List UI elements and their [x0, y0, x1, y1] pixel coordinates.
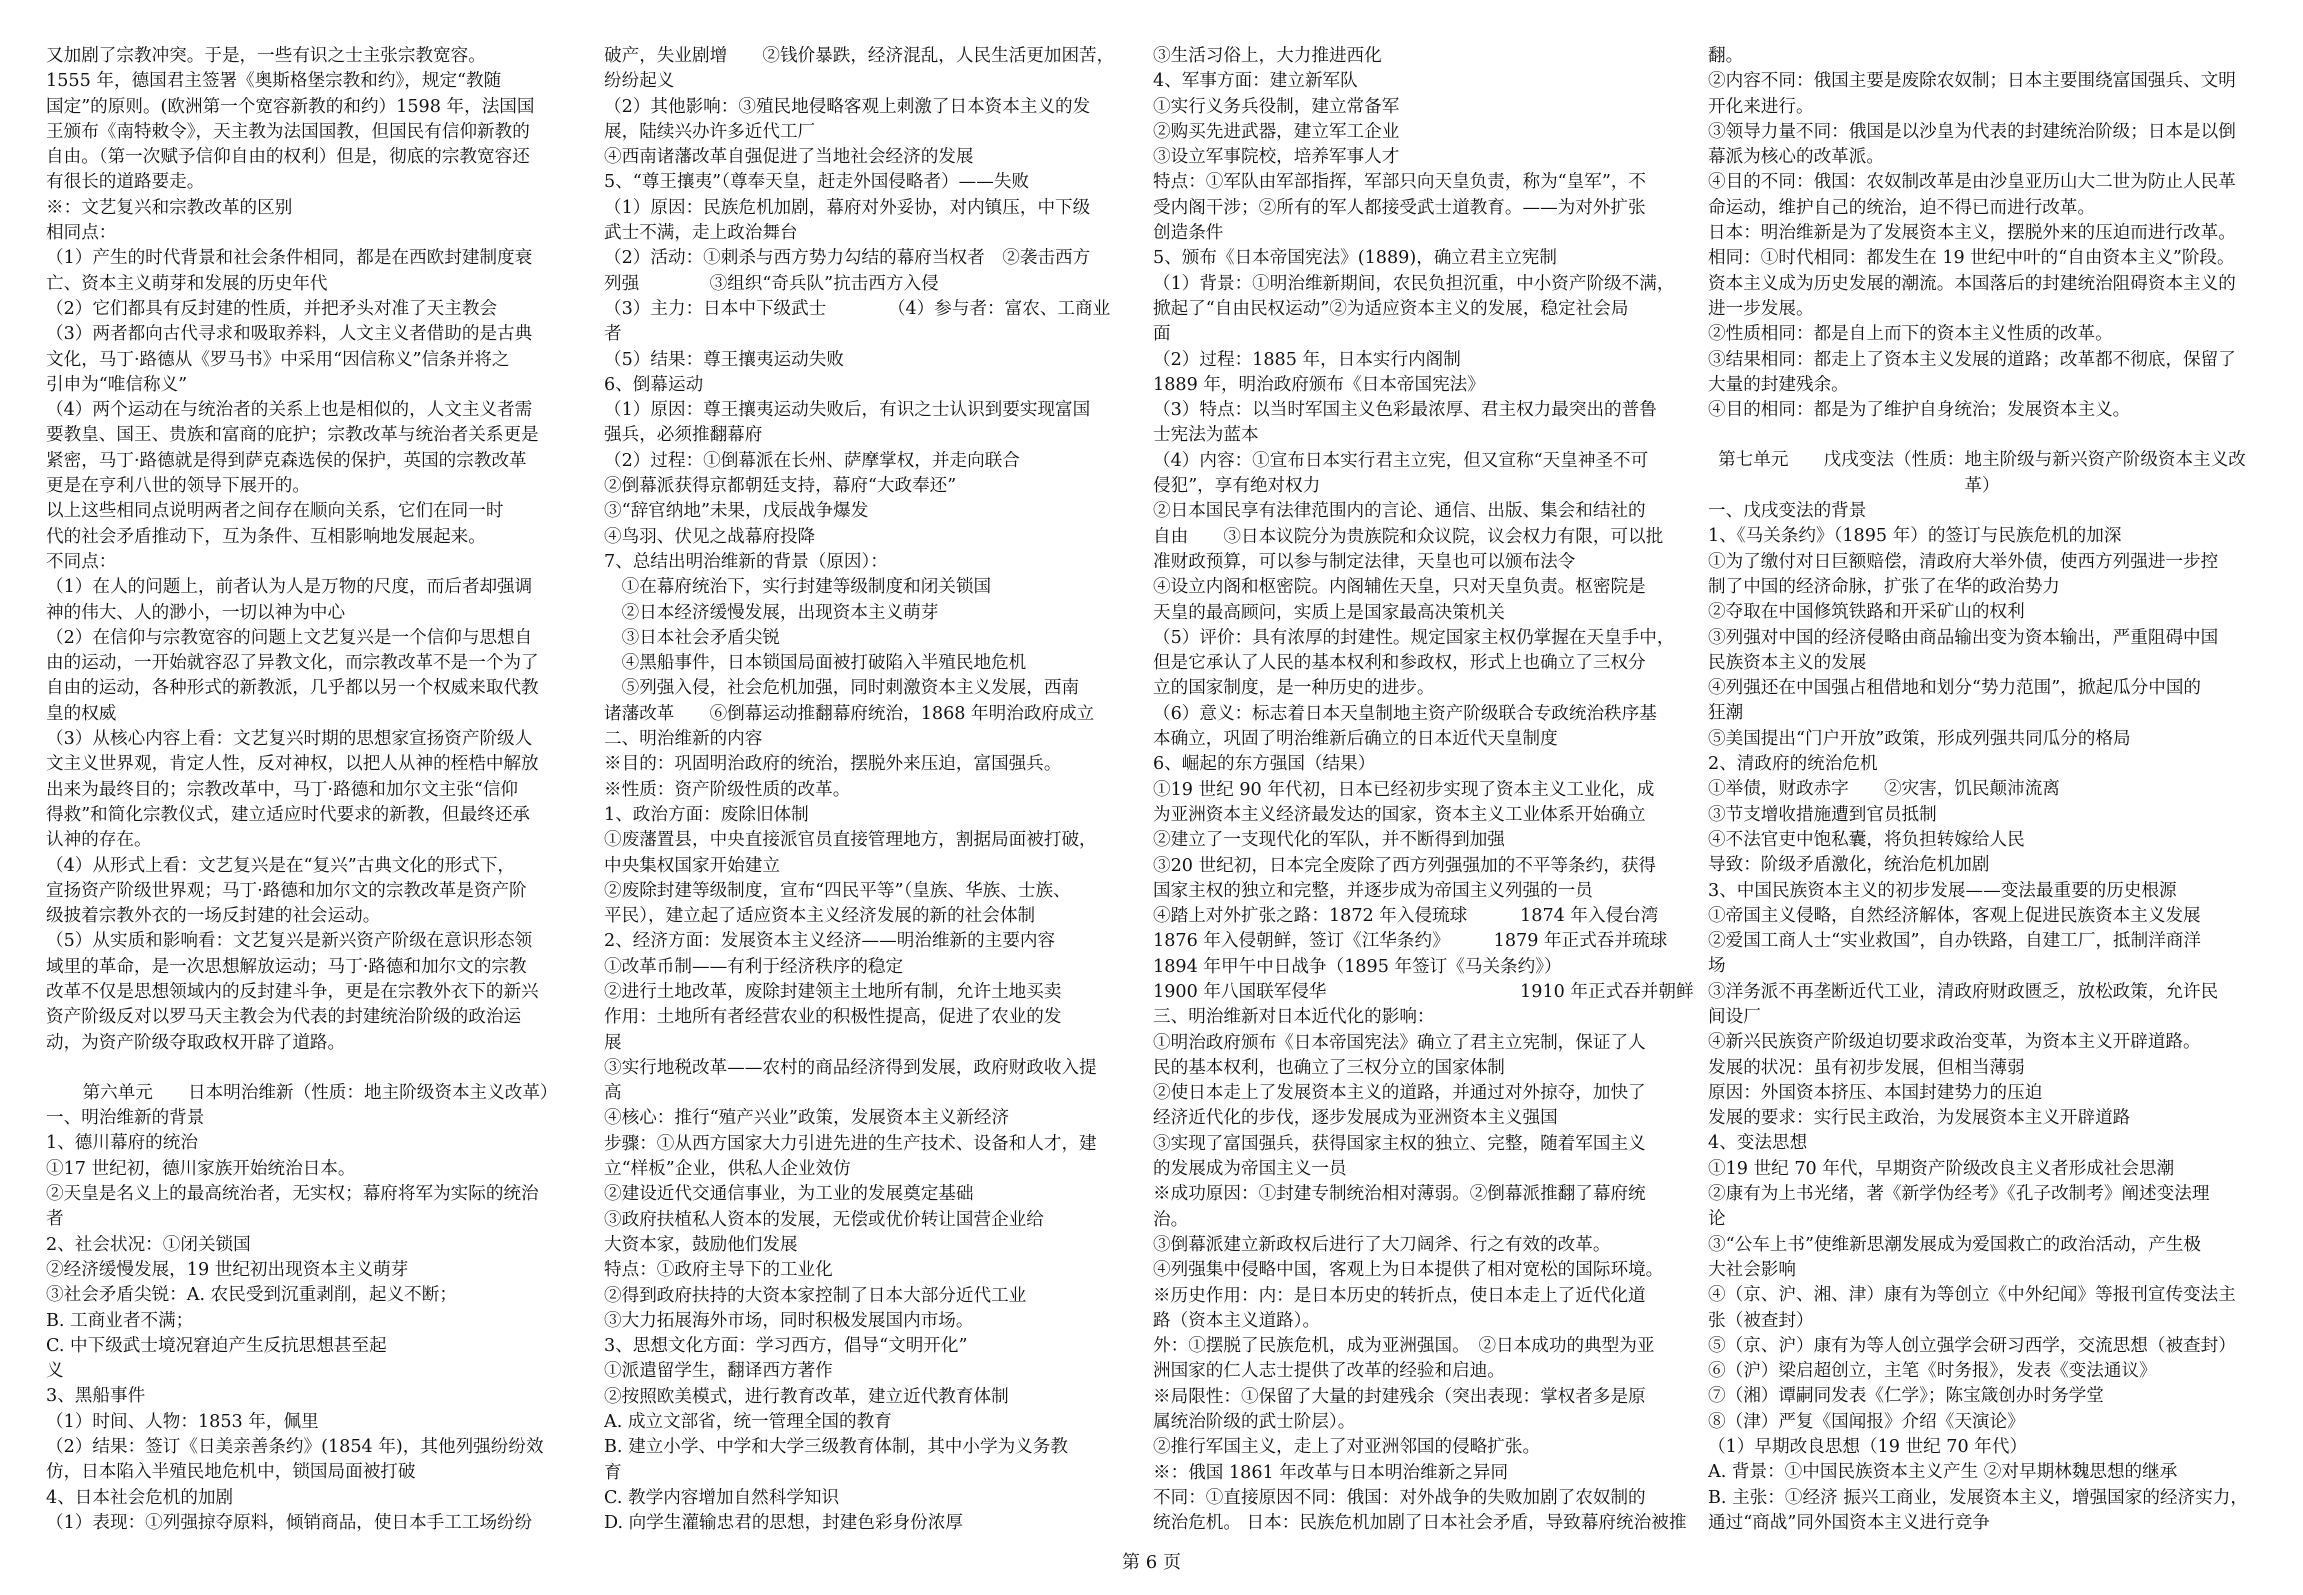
text-line: 由的运动，一开始就容忍了异教文化，而宗教改革不是一个为了 [46, 653, 539, 674]
text-line: 准财政预算，可以参与制定法律，天皇也可以颁布法令 [1153, 551, 1576, 572]
text-line: ※成功原因：①封建专制统治相对薄弱。②倒幕派推翻了幕府统 [1153, 1184, 1646, 1205]
column-2 [604, 44, 1152, 1537]
text-line: 有很长的道路要走。 [46, 172, 205, 193]
text-line: 列强 ③组织“奇兵队”抗击西方入侵 [604, 273, 939, 294]
text-line: （4）内容：①宣布日本实行君主立宪，但又宣称“天皇神圣不可 [1153, 450, 1649, 471]
text-line: ④踏上对外扩张之路：1872 年入侵琉球 1874 年入侵台湾 [1153, 906, 1659, 927]
text-line: 大社会影响 [1708, 1259, 1796, 1280]
text-line: ③领导力量不同：俄国是以沙皇为代表的封建统治阶级；日本是以倒 [1708, 121, 2236, 142]
text-line: 改革不仅是思想领域内的反封建斗争，更是在宗教外衣下的新兴 [46, 981, 539, 1002]
text-line: 引申为“唯信称义” [46, 374, 188, 395]
text-line: （3）特点：以当时军国主义色彩最浓厚、君主权力最突出的普鲁 [1153, 400, 1657, 421]
text-line: 步骤：①从西方国家大力引进先进的生产技术、设备和人才，建 [604, 1133, 1097, 1154]
text-line: ①19 世纪 70 年代，早期资产阶级改良主义者形成社会思潮 [1708, 1158, 2175, 1179]
text-line: 不同点： [46, 551, 117, 572]
text-line: 立的国家制度，是一种历史的进步。 [1153, 678, 1435, 699]
text-line: ①改革币制——有利于经济秩序的稳定 [604, 956, 904, 977]
text-line: ②倒幕派获得京都朝廷支持，幕府“大政奉还” [604, 476, 957, 497]
text-line: （3）从核心内容上看：文艺复兴时期的思想家宣扬资产阶级人 [46, 729, 533, 750]
text-line: 民的基本权利，也确立了三权分立的国家体制 [1153, 1057, 1505, 1078]
text-line: ④列强集中侵略中国，客观上为日本提供了相对宽松的国际环境。 [1153, 1260, 1664, 1281]
text-line: A. 背景：①中国民族资本主义产生 ②对早期林魏思想的继承 [1708, 1462, 2178, 1483]
text-line: ③20 世纪初，日本完全废除了西方列强强加的不平等条约，获得 [1153, 855, 1657, 876]
text-line: B. 建立小学、中学和大学三级教育体制，其中小学为义务教 [604, 1437, 1068, 1458]
text-line: 本确立，巩固了明治维新后确立的日本近代天皇制度 [1153, 729, 1558, 750]
text-line: （1）原因：民族危机加剧，幕府对外妥协，对内镇压，中下级 [604, 197, 1091, 218]
text-line: （2）过程：①倒幕派在长州、萨摩掌权，并走向联合 [604, 450, 1020, 471]
text-line: 5、颁布《日本帝国宪法》(1889)，确立君主立宪制 [1153, 248, 1557, 269]
text-line: （1）原因：尊王攘夷运动失败后，有识之士认识到要实现富国 [604, 400, 1091, 421]
text-line: 3、思想文化方面：学习西方，倡导“文明开化” [604, 1336, 968, 1357]
text-line: （4）从形式上看：文艺复兴是在“复兴”古典文化的形式下， [46, 855, 516, 876]
text-line: ③结果相同：都走上了资本主义发展的道路；改革都不彻底，保留了 [1708, 349, 2236, 370]
text-line: 1894 年甲午中日战争（1895 年签订《马关条约》） [1153, 956, 1562, 977]
text-line: 间设厂 [1708, 1006, 1761, 1027]
text-line: 级披着宗教外衣的一场反封建的社会运动。 [46, 906, 381, 927]
text-line: 纷纷起义 [604, 71, 675, 92]
text-line: ④目的相同：都是为了维护自身统治；发展资本主义。 [1708, 400, 2131, 421]
text-line: 诸藩改革 ⑥倒幕运动推翻幕府统治，1868 年明治政府成立 [604, 703, 1095, 724]
blank-line [1708, 423, 2256, 448]
text-line: B. 工商业者不满； [46, 1310, 194, 1331]
text-line: ③实行地税改革——农村的商品经济得到发展，政府财政收入提 [604, 1057, 1097, 1078]
text-line: 侵犯”，享有绝对权力 [1153, 476, 1321, 497]
text-line: 高 [604, 1083, 622, 1104]
text-line: ①举债，财政赤字 ②灾害，饥民颠沛流离 [1708, 779, 2060, 800]
text-line: ②康有为上书光绪，著《新学伪经考》《孔子改制考》阐述变法理 [1708, 1184, 2210, 1205]
text-line: 得救”和简化宗教仪式，建立适应时代要求的新教，但最终还承 [46, 804, 531, 825]
text-line: 者 [46, 1209, 64, 1230]
text-line: 受内阁干涉；②所有的军人都接受武士道教育。——为对外扩张 [1153, 197, 1646, 218]
text-line: ②使日本走上了发展资本主义的道路，并通过对外掠夺，加快了 [1153, 1083, 1646, 1104]
text-line: 路（资本主义道路）。 [1153, 1310, 1321, 1331]
text-line: 4、变法思想 [1708, 1133, 1808, 1154]
text-line: ②得到政府扶持的大资本家控制了日本大部分近代工业 [604, 1285, 1027, 1306]
text-line: 掀起了“自由民权运动”②为适应资本主义的发展，稳定社会局 [1153, 298, 1629, 319]
text-line: ②日本经济缓慢发展，出现资本主义萌芽 [604, 602, 939, 623]
text-line: （5）结果：尊王攘夷运动失败 [604, 349, 844, 370]
text-line: 亡、资本主义萌芽和发展的历史年代 [46, 273, 328, 294]
text-line: ⑧（津）严复《国闻报》介绍《天演论》 [1708, 1411, 2025, 1432]
text-line: ②日本国民享有法律范围内的言论、通信、出版、集会和结社的 [1153, 501, 1646, 522]
text-line: 开化来进行。 [1708, 96, 1814, 117]
text-line: （5）从实质和影响看：文艺复兴是新兴资产阶级在意识形态领 [46, 931, 533, 952]
text-line: 2、经济方面：发展资本主义经济——明治维新的主要内容 [604, 931, 1056, 952]
text-line: ②夺取在中国修筑铁路和开采矿山的权利 [1708, 602, 2025, 623]
text-line: 王颁布《南特敕令》，天主教为法国国教，但国民有信仰新教的 [46, 121, 530, 142]
text-line: 域里的革命，是一次思想解放运动；马丁·路德和加尔文的宗教 [46, 956, 527, 977]
text-line: 为亚洲资本主义经济最发达的国家，资本主义工业体系开始确立 [1153, 804, 1646, 825]
text-line: 宣扬资产阶级世界观；马丁·路德和加尔文的宗教改革是资产阶 [46, 880, 527, 901]
text-line: 通过“商战”同外国资本主义进行竞争 [1708, 1512, 1990, 1533]
text-line: 相同点： [46, 223, 117, 244]
text-line: 张（被查封） [1708, 1310, 1814, 1331]
text-line: ③倒幕派建立新政权后进行了大刀阔斧、行之有效的改革。 [1153, 1234, 1611, 1255]
text-line: 天皇的最高顾问，实质上是国家最高决策机关 [1153, 602, 1505, 623]
text-line: C. 中下级武士境况窘迫产生反抗思想甚至起 [46, 1335, 387, 1356]
column-4 [1708, 44, 2256, 1536]
text-line: 国定”的原则。(欧洲第一个宽容新教的和约）1598 年，法国国 [46, 96, 535, 117]
text-line: 出来为最终目的；宗教改革中，马丁·路德和加尔文主张“信仰 [46, 779, 519, 800]
text-line: ④核心：推行“殖产兴业”政策，发展资本主义新经济 [604, 1108, 1010, 1129]
text-line: （1）产生的时代背景和社会条件相同，都是在西欧封建制度衰 [46, 248, 533, 269]
text-line: （6）意义：标志着日本天皇制地主资产阶级联合专政统治秩序基 [1153, 703, 1657, 724]
blank-line [46, 1056, 594, 1081]
text-line: ②按照欧美模式，进行教育改革，建立近代教育体制 [604, 1386, 1009, 1407]
text-line: 属统治阶级的武士阶层）。 [1153, 1412, 1356, 1433]
text-line: ③日本社会矛盾尖锐 [604, 627, 780, 648]
text-line: 二、明治维新的内容 [604, 729, 763, 750]
text-line: ①19 世纪 90 年代初，日本已经初步实现了资本主义工业化，成 [1153, 779, 1655, 800]
text-line: 2、清政府的统治危机 [1708, 754, 1878, 775]
text-line: （2）在信仰与宗教宽容的问题上文艺复兴是一个信仰与思想自 [46, 627, 533, 648]
text-line: （5）评价：具有浓厚的封建性。规定国家主权仍掌握在天皇手中， [1153, 627, 1675, 648]
text-line: 以上这些相同点说明两者之间存在顺向关系，它们在同一时 [46, 501, 504, 522]
text-line: ①帝国主义侵略，自然经济解体，客观上促进民族资本主义发展 [1708, 905, 2201, 926]
text-line: 要教皇、国王、贵族和富商的庇护；宗教改革与统治者关系更是 [46, 425, 539, 446]
text-line: 一、戊戌变法的背景 [1708, 501, 1867, 522]
text-line: 动，为资产阶级夺取政权开辟了道路。 [46, 1032, 346, 1053]
text-line: 1、德川幕府的统治 [46, 1133, 198, 1154]
text-line: 但是它承认了人民的基本权利和参政权，形式上也确立了三权分 [1153, 653, 1646, 674]
text-line: 原因：外国资本挤压、本国封建势力的压迫 [1708, 1082, 2043, 1103]
text-line: （1）时间、人物：1853 年，佩里 [46, 1411, 319, 1432]
text-line: D. 向学生灌输忠君的思想，封建色彩身份浓厚 [604, 1513, 963, 1534]
text-line: 洲国家的仁人志士提供了改革的经验和启迪。 [1153, 1361, 1505, 1382]
text-line: 义 [46, 1361, 64, 1382]
text-line: 发展的状况：虽有初步发展，但相当薄弱 [1708, 1057, 2025, 1078]
unit-heading: 第六单元 日本明治维新（性质：地主阶级资本主义改革） [82, 1082, 558, 1103]
text-line: ③生活习俗上，大力推进西化 [1153, 46, 1382, 66]
text-line: 狂潮 [1708, 703, 1744, 724]
text-line: 面 [1153, 324, 1171, 345]
text-line: ③“辞官纳地”未果，戊辰战争爆发 [604, 501, 869, 522]
text-line: 制了中国的经济命脉，扩张了在华的政治势力 [1708, 576, 2060, 597]
text-line: 文主义世界观，肯定人性，反对神权，以把人从神的桎梏中解放 [46, 754, 539, 775]
text-line: 7、总结出明治维新的背景（原因）： [604, 551, 888, 572]
text-line: ①在幕府统治下，实行封建等级制度和闭关锁国 [604, 577, 992, 598]
text-line: ①废藩置县，中央直接派官员直接管理地方，割据局面被打破， [604, 830, 1097, 851]
text-line: 日本：明治维新是为了发展资本主义，摆脱外来的压迫而进行改革。 [1708, 223, 2236, 244]
text-line: 破产，失业剧增 ②钱价暴跌，经济混乱，人民生活更加困苦， [604, 46, 1115, 66]
text-line: 皇的权威 [46, 703, 117, 724]
text-line: 平民），建立起了适应资本主义经济发展的新的社会体制 [604, 906, 1036, 927]
text-line: ⑤（京、沪）康有为等人创立强学会研习西学，交流思想（被查封） [1708, 1335, 2236, 1356]
text-line: 自由的运动，各种形式的新教派，几乎都以另一个权威来取代教 [46, 678, 539, 699]
text-line: 统治危机。 日本：民族危机加剧了日本社会矛盾，导致幕府统治被推 [1153, 1513, 1687, 1534]
text-line: 治。 [1153, 1209, 1189, 1230]
text-line: ①17 世纪初，德川家族开始统治日本。 [46, 1158, 356, 1179]
text-line: 大量的封建残余。 [1708, 374, 1849, 395]
text-line: 4、军事方面：建立新军队 [1153, 71, 1358, 92]
text-line: 文化，马丁·路德从《罗马书》中采用“因信称义”信条并将之 [46, 349, 510, 370]
text-line: ※局限性：①保留了大量的封建残余（突出表现：掌权者多是原 [1153, 1386, 1646, 1407]
text-line: ※：俄国 1861 年改革与日本明治维新之异同 [1153, 1462, 1509, 1483]
text-line: A. 成立文部省，统一管理全国的教育 [604, 1412, 892, 1433]
text-line: 自由。（第一次赋予信仰自由的权利）但是，彻底的宗教宽容还 [46, 147, 530, 168]
text-line: ②建设近代交通信事业，为工业的发展奠定基础 [604, 1184, 974, 1205]
text-line: 发展的要求：实行民主政治，为发展资本主义开辟道路 [1708, 1108, 2131, 1129]
text-line: 武士不满，走上政治舞台 [604, 223, 798, 244]
text-line: ②内容不同：俄国主要是废除农奴制；日本主要围绕富国强兵、文明 [1708, 71, 2236, 92]
text-line: 的发展成为帝国主义一员 [1153, 1159, 1347, 1180]
text-line: 代的社会矛盾推动下，互为条件、互相影响地发展起来。 [46, 526, 486, 547]
text-line: （1）表现：①列强掠夺原料，倾销商品，使日本手工工场纷纷 [46, 1512, 533, 1533]
text-line: ⑤美国提出“门户开放”政策，形成列强共同瓜分的格局 [1708, 728, 2131, 749]
text-line: 1、《马关条约》（1895 年）的签订与民族危机的加深 [1708, 526, 2122, 547]
text-line: 4、日本社会危机的加剧 [46, 1487, 234, 1508]
text-line: 特点：①军队由军部指挥，军部只向天皇负责，称为“皇军”，不 [1153, 172, 1647, 193]
text-line: 育 [604, 1462, 622, 1483]
text-line: ③大力拓展海外市场，同时积极发展国内市场。 [604, 1310, 974, 1331]
text-line: 进一步发展。 [1708, 298, 1814, 319]
column-1 [46, 44, 594, 1536]
page-number: 第 6 页 [1122, 1552, 1181, 1573]
text-line: 三、明治维新对日本近代化的影响： [1153, 1007, 1435, 1028]
text-line: ④（京、沪、湘、津）康有为等创立《中外纪闻》等报刊宣传变法主 [1708, 1285, 2236, 1306]
text-line: 命运动，维护自己的统治，迫不得已而进行改革。 [1708, 197, 2096, 218]
text-line: ③实现了富国强兵，获得国家主权的独立、完整，随着军国主义 [1153, 1133, 1646, 1154]
text-line: （1）背景：①明治维新期间，农民负担沉重，中小资产阶级不满， [1153, 273, 1675, 294]
text-line: （2）它们都具有反封建的性质，并把矛头对准了天主教会 [46, 298, 498, 319]
text-line: （1）在人的问题上，前者认为人是万物的尺度，而后者却强调 [46, 577, 533, 598]
text-line: ⑥（沪）梁启超创立，主笔《时务报》，发表《变法通议》 [1708, 1361, 2157, 1382]
text-line: ③节支增收措施遭到官员抵制 [1708, 804, 1937, 825]
text-line: ④不法官吏中饱私囊，将负担转嫁给人民 [1708, 829, 2025, 850]
text-line: 不同：①直接原因不同：俄国：对外战争的失败加剧了农奴制的 [1153, 1487, 1646, 1508]
text-line: （3）两者都向古代寻求和吸取养料，人文主义者借助的是古典 [46, 324, 533, 345]
text-line: 6、崛起的东方强国（结果） [1153, 754, 1376, 775]
text-line: ②建立了一支现代化的军队，并不断得到加强 [1153, 830, 1505, 851]
text-line: ③洋务派不再垄断近代工业，清政府财政匮乏，放松政策，允许民 [1708, 981, 2219, 1002]
text-line: ①明治政府颁布《日本帝国宪法》确立了君主立宪制，保证了人 [1153, 1032, 1646, 1053]
text-line: 民族资本主义的发展 [1708, 652, 1867, 673]
text-line: 1876 年入侵朝鲜，签订《江华条约》 1879 年正式吞并琉球 [1153, 931, 1668, 952]
text-line: B. 主张：①经济 振兴工商业，发展资本主义，增强国家的经济实力， [1708, 1487, 2248, 1508]
text-line: 一、明治维新的背景 [46, 1108, 205, 1129]
text-line: 中央集权国家开始建立 [604, 855, 780, 876]
text-line: ④设立内阁和枢密院。内阁辅佐天皇，只对天皇负责。枢密院是 [1153, 577, 1646, 598]
text-line: （4）两个运动在与统治者的关系上也是相似的，人文主义者需 [46, 400, 533, 421]
text-line: 3、中国民族资本主义的初步发展——变法最重要的历史根源 [1708, 880, 2177, 901]
text-line: （1）早期改良思想（19 世纪 70 年代） [1708, 1437, 2028, 1458]
text-line: （2）过程：1885 年，日本实行内阁制 [1153, 349, 1461, 370]
text-line: ①实行义务兵役制，建立常备军 [1153, 96, 1400, 117]
unit-heading: 第七单元 戊戌变法（性质：地主阶级与新兴资产阶级资本主义改革） [1718, 450, 2246, 496]
text-line: 强兵，必须推翻幕府 [604, 425, 763, 446]
text-line: 5、“尊王攘夷”（尊奉天皇，赶走外国侵略者）——失败 [604, 172, 1030, 193]
text-line: ②经济缓慢发展，19 世纪初出现资本主义萌芽 [46, 1259, 409, 1280]
text-line: 者 [604, 324, 622, 345]
text-line: ④目的不同：俄国：农奴制改革是由沙皇亚历山大二世为防止人民革 [1708, 172, 2236, 193]
text-line: ②推行军国主义，走上了对亚洲邻国的侵略扩张。 [1153, 1437, 1541, 1458]
text-line: ※目的：巩固明治政府的统治，摆脱外来压迫，富国强兵。 [604, 754, 1062, 775]
text-line: 特点：①政府主导下的工业化 [604, 1260, 833, 1281]
text-line: 论 [1708, 1209, 1726, 1230]
text-line: 更是在亨利八世的领导下展开的。 [46, 476, 310, 497]
text-line: 资本主义成为历史发展的潮流。本国落后的封建统治阻碍资本主义的 [1708, 273, 2236, 294]
text-line: 导致：阶级矛盾激化，统治危机加剧 [1708, 855, 1990, 876]
text-line: 3、黑船事件 [46, 1386, 146, 1407]
text-line: ③列强对中国的经济侵略由商品输出变为资本输出，严重阻碍中国 [1708, 627, 2219, 648]
text-line: 立“样板”企业，供私人企业效仿 [604, 1159, 851, 1180]
text-line: ②爱国工商人士“实业救国”，自办铁路，自建工厂，抵制洋商洋 [1708, 931, 2202, 952]
text-line: 认神的存在。 [46, 830, 152, 851]
text-line: ⑤列强入侵，社会危机加强，同时刺激资本主义发展，西南 [604, 678, 1080, 699]
text-line: 1555 年，德国君主签署《奥斯格堡宗教和约》，规定“教随 [46, 71, 502, 92]
text-line: ②天皇是名义上的最高统治者，无实权；幕府将军为实际的统治 [46, 1184, 539, 1205]
text-line: 仿，日本陷入半殖民地危机中，锁国局面被打破 [46, 1462, 416, 1483]
text-line: ※性质：资产阶级性质的改革。 [604, 779, 851, 800]
text-line: ⑦（湘）谭嗣同发表《仁学》；陈宝箴创办时务学堂 [1708, 1386, 2104, 1407]
text-line: 幕派为核心的改革派。 [1708, 147, 1884, 168]
text-line: ③设立军事院校，培养军事人才 [1153, 147, 1400, 168]
text-line: C. 教学内容增加自然科学知识 [604, 1487, 840, 1508]
text-line: 6、倒幕运动 [604, 374, 704, 395]
text-line: （2）活动：①刺杀与西方势力勾结的幕府当权者 ②袭击西方 [604, 248, 1091, 269]
text-line: 又加剧了宗教冲突。于是，一些有识之士主张宗教宽容。 [46, 46, 486, 66]
text-line: 资产阶级反对以罗马天主教会为代表的封建统治阶级的政治运 [46, 1007, 522, 1028]
text-line: （2）其他影响：③殖民地侵略客观上刺激了日本资本主义的发 [604, 96, 1091, 117]
text-line: ③政府扶植私人资本的发展，无偿或优价转让国营企业给 [604, 1209, 1044, 1230]
text-line: 1889 年，明治政府颁布《日本帝国宪法》 [1153, 374, 1485, 395]
text-line: 紧密，马丁·路德就是得到萨克森选侯的保护，英国的宗教改革 [46, 450, 527, 471]
text-line: ④黑船事件，日本锁国局面被打破陷入半殖民地危机 [604, 653, 1027, 674]
text-line: ④西南诸藩改革自强促进了当地社会经济的发展 [604, 147, 974, 168]
text-line: 1900 年八国联军侵华 1910 年正式吞并朝鲜 [1153, 981, 1694, 1002]
text-line: 神的伟大、人的渺小，一切以神为中心 [46, 602, 346, 623]
text-line: 相同：①时代相同：都发生在 19 世纪中叶的“自由资本主义”阶段。 [1708, 248, 2235, 269]
text-line: ④列强还在中国强占租借地和划分“势力范围”，掀起瓜分中国的 [1708, 678, 2202, 699]
text-line: ④新兴民族资产阶级迫切要求政治变革，为资本主义开辟道路。 [1708, 1032, 2201, 1053]
text-line: ※历史作用：内：是日本历史的转折点，使日本走上了近代化道 [1153, 1285, 1646, 1306]
text-line: ②购买先进武器，建立军工企业 [1153, 121, 1400, 142]
text-line: ②废除封建等级制度，宣布“四民平等”（皇族、华族、士族、 [604, 880, 1071, 901]
text-line: ①为了缴付对日巨额赔偿，清政府大举外债，使西方列强进一步控 [1708, 551, 2219, 572]
text-line: 自由 ③日本议院分为贵族院和众议院，议会权力有限，可以批 [1153, 526, 1664, 547]
text-line: 展 [604, 1032, 622, 1053]
text-line: （3）主力：日本中下级武士 （4）参与者：富农、工商业 [604, 298, 1111, 319]
text-line: （2）结果：签订《日美亲善条约》(1854 年)，其他列强纷纷效 [46, 1437, 544, 1458]
text-line: ①派遣留学生，翻译西方著作 [604, 1361, 833, 1382]
text-line: 创造条件 [1153, 223, 1224, 244]
column-3 [1153, 44, 1701, 1537]
text-line: 国家主权的独立和完整，并逐步成为帝国主义列强的一员 [1153, 880, 1593, 901]
text-line: ③社会矛盾尖锐：A. 农民受到沉重剥削，起义不断； [46, 1285, 457, 1306]
text-line: 2、社会状况：①闭关锁国 [46, 1234, 251, 1255]
text-line: ②进行土地改革，废除封建领主土地所有制，允许土地买卖 [604, 981, 1062, 1002]
text-line: 经济近代化的步伐，逐步发展成为亚洲资本主义强国 [1153, 1108, 1558, 1129]
text-line: ④鸟羽、伏见之战幕府投降 [604, 526, 816, 547]
text-line: 大资本家，鼓励他们发展 [604, 1234, 798, 1255]
text-line: 外：①摆脱了民族危机，成为亚洲强国。 ②日本成功的典型为亚 [1153, 1336, 1655, 1357]
text-line: ③“公车上书”使维新思潮发展成为爱国救亡的政治活动，产生极 [1708, 1234, 2202, 1255]
text-line: 士宪法为蓝本 [1153, 425, 1259, 446]
text-line: 展，陆续兴办许多近代工厂 [604, 121, 816, 142]
text-line: 1、政治方面：废除旧体制 [604, 804, 809, 825]
text-line: 作用：土地所有者经营农业的积极性提高，促进了农业的发 [604, 1007, 1062, 1028]
text-line: ②性质相同：都是自上而下的资本主义性质的改革。 [1708, 324, 2113, 345]
text-line: ※：文艺复兴和宗教改革的区别 [46, 197, 293, 218]
text-line: 场 [1708, 956, 1726, 977]
text-line: 翻。 [1708, 46, 1744, 66]
